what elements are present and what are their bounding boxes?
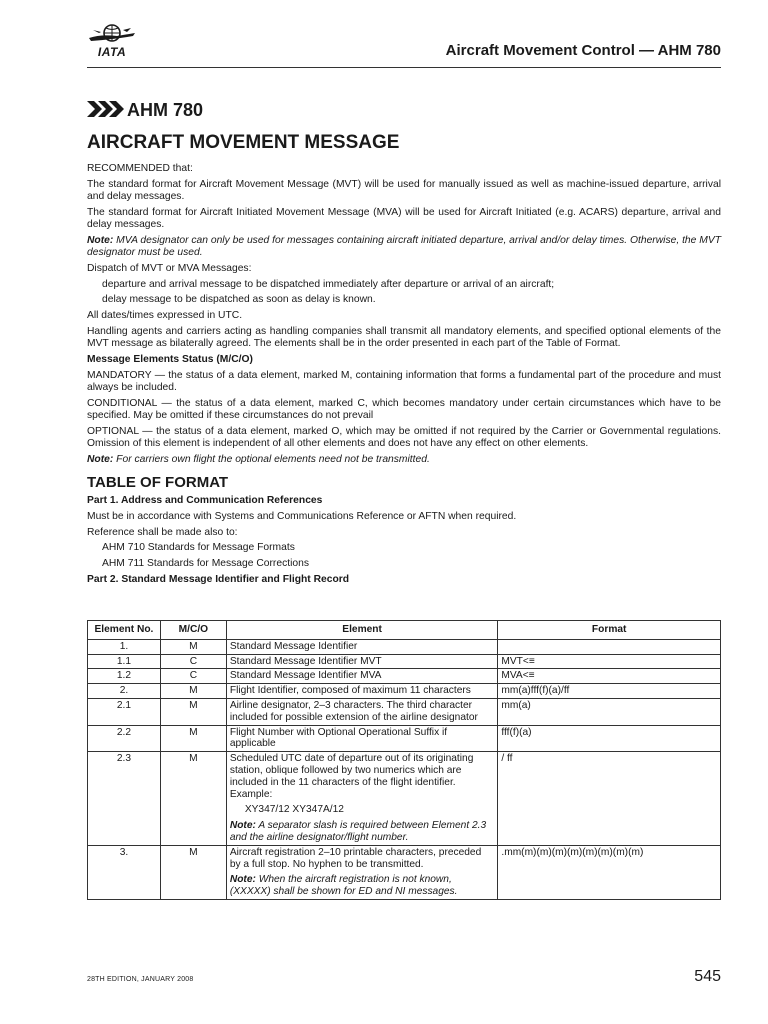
table-row	[88, 669, 721, 684]
table-header-row	[88, 621, 721, 640]
mco-cell: M	[160, 752, 226, 846]
iata-globe-icon	[87, 24, 137, 46]
mco-cell: M	[160, 684, 226, 699]
page-number: 545	[694, 968, 721, 985]
mco-cell: C	[160, 654, 226, 669]
element-cell: Standard Message Identifier	[226, 639, 498, 654]
element-no-cell: 1.2	[88, 669, 161, 684]
header-divider	[87, 67, 721, 68]
edition-footer: 28TH EDITION, JANUARY 2008	[87, 976, 194, 983]
note-label: Note:	[87, 453, 114, 465]
table-row	[88, 698, 721, 725]
ahm-number: AHM 780	[127, 100, 204, 120]
element-no-cell: 2.3	[88, 752, 161, 846]
dispatch-heading: Dispatch of MVT or MVA Messages:	[87, 262, 252, 274]
table-row	[88, 725, 721, 752]
format-cell: mm(a)fff(f)(a)/ff	[498, 684, 721, 699]
note-label: Note:	[87, 234, 114, 246]
element-no-cell: 3.	[88, 845, 161, 899]
element-cell	[226, 845, 498, 899]
mco-cell: M	[160, 698, 226, 725]
note-label: Note:	[229, 874, 256, 886]
mco-cell: M	[160, 845, 226, 899]
element-cell: Flight Number with Optional Operational Suffix if applicable	[226, 725, 498, 752]
note-carriers	[87, 454, 721, 466]
column-header: Format	[498, 621, 721, 640]
handling-text: Handling agents and carriers acting as handling companies shall transmit all mandatory elements, and specified optional elements of the MVT message as bilaterally agreed. The elements shall be in the order presented in each part of the Table of Format.	[87, 325, 721, 350]
note-text: MVA designator can only be used for messages containing aircraft initiated departure, arrival and/or delay times. Otherwise, the MVT designator must be used.	[87, 234, 721, 258]
cell-note	[230, 820, 495, 844]
mco-cell: C	[160, 669, 226, 684]
note-mva	[87, 235, 721, 259]
iata-logo	[87, 24, 137, 58]
table-row	[88, 684, 721, 699]
table-row	[88, 845, 721, 899]
table-of-format-heading: TABLE OF FORMAT	[87, 473, 229, 491]
page-title: AIRCRAFT MOVEMENT MESSAGE	[87, 132, 400, 153]
column-header: M/C/O	[160, 621, 226, 640]
element-no-cell: 1.	[88, 639, 161, 654]
element-cell: Airline designator, 2–3 characters. The third character included for possible extension of the airline designator	[226, 698, 498, 725]
dispatch-item: departure and arrival message to be dispatched immediately after departure or arrival of an aircraft;	[102, 278, 555, 290]
mco-cell: M	[160, 725, 226, 752]
dispatch-item: delay message to be dispatched as soon as delay is known.	[102, 294, 376, 306]
cell-note	[230, 874, 495, 898]
chevron-arrows-icon	[87, 101, 125, 117]
element-cell: Standard Message Identifier MVA	[226, 669, 498, 684]
paragraph-mva: The standard format for Aircraft Initiated Movement Message (MVA) will be used for Aircraft Initiated (e.g. ACARS) departure, arrival and delay messages.	[87, 206, 721, 230]
element-no-cell: 2.1	[88, 698, 161, 725]
example-text: XY347/12 XY347A/12	[244, 804, 344, 816]
recommended-text: RECOMMENDED that:	[87, 163, 193, 174]
element-text: Scheduled UTC date of departure out of its originating station, oblique followed by two numerics which are included in the 11 characters of the flight identifier. Example:	[229, 753, 474, 800]
column-header: Element No.	[88, 621, 161, 640]
table-row	[88, 639, 721, 654]
element-cell: Standard Message Identifier MVT	[226, 654, 498, 669]
conditional-text: CONDITIONAL — the status of a data element, marked C, which becomes mandatory under certain circumstances which have to be specified. May be omitted if these circumstances do not prevail	[87, 397, 721, 421]
status-heading: Message Elements Status (M/C/O)	[87, 353, 253, 365]
element-no-cell: 1.1	[88, 654, 161, 669]
format-cell	[498, 639, 721, 654]
part1-text: Must be in accordance with Systems and Communications Reference or AFTN when required.	[87, 510, 517, 522]
note-text: A separator slash is required between Element 2.3 and the airline designator/flight number.	[229, 820, 487, 843]
reference-text: Reference shall be made also to:	[87, 526, 238, 538]
note-text: When the aircraft registration is not known, (XXXXX) shall be shown for ED and NI messages.	[229, 874, 458, 898]
part2-heading: Part 2. Standard Message Identifier and Flight Record	[87, 573, 350, 585]
body-text	[87, 163, 721, 590]
element-no-cell: 2.2	[88, 725, 161, 752]
table-row	[88, 752, 721, 846]
note-label: Note:	[229, 820, 256, 832]
logo-text: IATA	[97, 45, 127, 59]
element-text: Aircraft registration 2–10 printable characters, preceded by a full stop. No hyphen to be transmitted.	[229, 846, 482, 870]
paragraph-mvt: The standard format for Aircraft Movement Message (MVT) will be used for manually issued as well as machine-issued departure, arrival and delay messages.	[87, 178, 721, 202]
reference-item: AHM 711 Standards for Message Corrections	[102, 558, 309, 570]
format-cell: / ff	[498, 752, 721, 846]
format-cell: .mm(m)(m)(m)(m)(m)(m)(m)(m)	[498, 845, 721, 899]
mco-cell: M	[160, 639, 226, 654]
note-text: For carriers own flight the optional elements need not be transmitted.	[113, 453, 430, 465]
running-head: Aircraft Movement Control — AHM 780	[445, 42, 721, 59]
format-table	[87, 620, 721, 900]
part1-heading: Part 1. Address and Communication References	[87, 494, 323, 506]
format-cell: fff(f)(a)	[498, 725, 721, 752]
element-no-cell: 2.	[88, 684, 161, 699]
mandatory-text: MANDATORY — the status of a data element, marked M, containing information that forms a fundamental part of the procedure and must always be included.	[87, 369, 721, 393]
utc-text: All dates/times expressed in UTC.	[87, 310, 243, 322]
format-cell: mm(a)	[498, 698, 721, 725]
column-header: Element	[226, 621, 498, 640]
element-cell	[226, 752, 498, 846]
table-row	[88, 654, 721, 669]
format-cell: MVT<≡	[498, 654, 721, 669]
format-cell: MVA<≡	[498, 669, 721, 684]
optional-text: OPTIONAL — the status of a data element, marked O, which may be omitted if not required by the Carrier or Governmental regulations. Omission of this element is independent of all other elements and does not have any effect on other elements.	[87, 425, 721, 449]
element-cell: Flight Identifier, composed of maximum 11 characters	[226, 684, 498, 699]
reference-item: AHM 710 Standards for Message Formats	[102, 542, 295, 554]
